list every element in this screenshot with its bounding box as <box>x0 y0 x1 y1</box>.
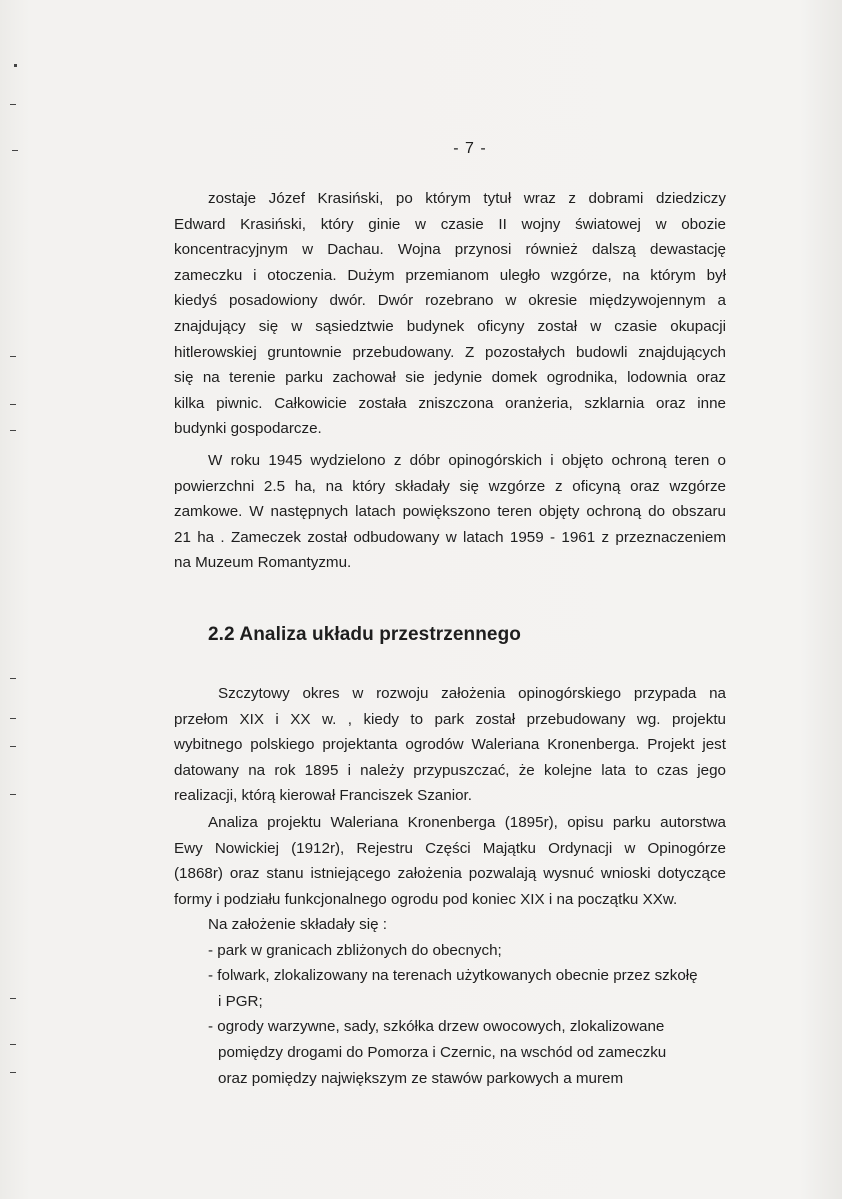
scan-mark <box>14 64 17 67</box>
scan-mark <box>10 104 16 105</box>
scan-mark <box>10 404 16 405</box>
list-item-continuation: oraz pomiędzy największym ze stawów parkowych a murem <box>218 1069 624 1087</box>
text-line: kiedyś posadowiony dwór. Dwór rozebrano w okresie międzywojennym a <box>174 292 726 310</box>
scan-mark <box>12 150 18 151</box>
scan-mark <box>10 678 16 679</box>
text-line: się na terenie parku zachował sie jedynie domek ogrodnika, lodownia oraz <box>174 369 726 387</box>
text-line: zameczku i otoczenia. Dużym przemianom uległo wzgórze, na którym był <box>174 266 726 284</box>
text-line: zostaje Józef Krasiński, po którym tytuł wraz z dobrami dziedziczy <box>208 190 726 207</box>
text-line: W roku 1945 wydzielono z dóbr opinogórskich i objęto ochroną teren o <box>208 452 726 469</box>
text-line: Ewy Nowickiej (1912r), Rejestru Części Majątku Ordynacji w Opinogórze <box>174 839 726 857</box>
list-item: - ogrody warzywne, sady, szkółka drzew owocowych, zlokalizowane <box>208 1018 665 1036</box>
text-line: datowany na rok 1895 i należy przypuszczać, że kolejne lata to czas jego <box>174 761 726 779</box>
list-item: - folwark, zlokalizowany na terenach użytkowanych obecnie przez szkołę <box>208 967 698 985</box>
scan-mark <box>10 794 16 795</box>
paragraph-3 <box>174 681 726 809</box>
text-line: Szczytowy okres w rozwoju założenia opinogórskiego przypada na <box>218 685 726 702</box>
text-line: hitlerowskiej gruntownie przebudowany. Z pozostałych budowli znajdujących <box>174 343 726 361</box>
list-item: - park w granicach zbliżonych do obecnych; <box>208 941 502 959</box>
paragraph-2 <box>174 448 726 576</box>
text-line: Analiza projektu Waleriana Kronenberga (1895r), opisu parku autorstwa <box>208 814 726 831</box>
text-line: wybitnego polskiego projektanta ogrodów Waleriana Kronenberga. Projekt jest <box>174 736 726 754</box>
list <box>174 912 726 1091</box>
text-line: zamkowe. W następnych latach powiększono teren objęty ochroną do obszaru <box>174 503 726 521</box>
list-item-continuation: pomiędzy drogami do Pomorza i Czernic, na wschód od zameczku <box>218 1043 667 1061</box>
text-line: powierzchni 2.5 ha, na który składały się wzgórze z oficyną oraz wzgórze <box>174 477 726 495</box>
paragraph-1 <box>174 186 726 442</box>
page-number: - 7 - <box>453 140 487 157</box>
text-line: (1868r) oraz stanu istniejącego założenia pozwalają wysnuć wnioski dotyczące <box>174 865 726 883</box>
list-intro: Na założenie składały się : <box>208 916 387 933</box>
text-line: kilka piwnic. Całkowicie została zniszczona oranżeria, szklarnia oraz inne <box>174 394 726 412</box>
scan-mark <box>10 746 16 747</box>
paragraph-4 <box>174 810 726 912</box>
text-line: 21 ha . Zameczek został odbudowany w latach 1959 - 1961 z przeznaczeniem <box>174 528 726 546</box>
scan-mark <box>10 1044 16 1045</box>
text-line: realizacji, którą kierował Franciszek Szanior. <box>174 787 472 805</box>
text-line: formy i podziału funkcjonalnego ogrodu pod koniec XIX i na początku XXw. <box>174 890 678 908</box>
scan-mark <box>10 356 16 357</box>
text-line: koncentracyjnym w Dachau. Wojna przynosi również dalszą dewastację <box>174 241 726 259</box>
text-line: Edward Krasiński, który ginie w czasie II wojny światowej w obozie <box>174 215 726 233</box>
text-line: przełom XIX i XX w. , kiedy to park został przebudowany wg. projektu <box>174 710 726 728</box>
section-heading: 2.2 Analiza układu przestrzennego <box>208 624 522 645</box>
list-item-continuation: i PGR; <box>218 992 263 1010</box>
scan-mark <box>10 998 16 999</box>
scan-mark <box>10 430 16 431</box>
text-line: na Muzeum Romantyzmu. <box>174 554 352 572</box>
text-line: znajdujący się w sąsiedztwie budynek oficyny został w czasie okupacji <box>174 317 726 335</box>
text-line: budynki gospodarcze. <box>174 420 322 438</box>
scan-mark <box>10 1072 16 1073</box>
scan-mark <box>10 718 16 719</box>
